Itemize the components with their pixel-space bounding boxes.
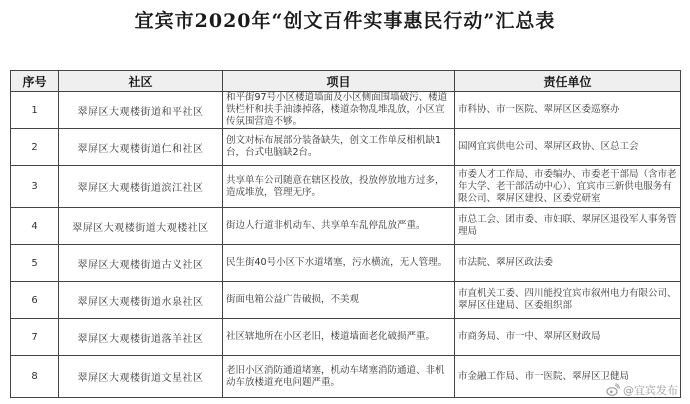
cell-community: 翠屏区大观楼街道文星社区 [59, 356, 223, 398]
cell-item: 创文对标布展部分装备缺失，创文工作单反相机缺1台，台式电脑缺2台。 [223, 129, 455, 166]
watermark-text: @宜宾发布 [623, 384, 678, 397]
cell-seq: 7 [11, 319, 59, 356]
table-row [11, 129, 681, 166]
cell-seq: 5 [11, 245, 59, 282]
cell-unit: 国网宜宾供电公司、翠屏区政协、区总工会 [455, 129, 681, 166]
cell-item: 民生街40号小区下水道堵塞，污水横流，无人管理。 [223, 245, 455, 282]
cell-unit: 市总工会、团市委、市妇联、翠屏区退役军人事务管理局 [455, 208, 681, 245]
cell-seq: 8 [11, 356, 59, 398]
cell-item: 和平街97号小区楼道墙面及小区侧面围墙破污、楼道铁栏杆和扶手油漆掉落，楼道杂物乱堆乱放，小区宣传氛围营造不够。 [223, 92, 455, 129]
header-item: 项目 [223, 71, 455, 92]
cell-unit: 市科协、市一医院、翠屏区区委巡察办 [455, 92, 681, 129]
cell-community: 翠屏区大观楼街道落羊社区 [59, 319, 223, 356]
weibo-icon [606, 383, 620, 397]
page-title: 宜宾市2020年“创文百件实事惠民行动”汇总表 [134, 10, 556, 32]
table-row [11, 319, 681, 356]
table-row [11, 208, 681, 245]
cell-seq: 6 [11, 282, 59, 319]
summary-table [10, 70, 681, 398]
table-row [11, 166, 681, 208]
table-header-row [11, 71, 681, 92]
cell-item: 共享单车公司随意在辖区投放，投放停放地方过多，造成堆放，管理无序。 [223, 166, 455, 208]
cell-seq: 1 [11, 92, 59, 129]
header-community: 社区 [59, 71, 223, 92]
watermark [606, 382, 678, 398]
table-row [11, 92, 681, 129]
cell-community: 翠屏区大观楼街道水泉社区 [59, 282, 223, 319]
table-row [11, 282, 681, 319]
header-unit: 责任单位 [455, 71, 681, 92]
cell-unit: 市商务局、市一中、翠屏区财政局 [455, 319, 681, 356]
cell-seq: 4 [11, 208, 59, 245]
cell-community: 翠屏区大观楼街道仁和社区 [59, 129, 223, 166]
cell-unit: 市直机关工委、四川能投宜宾市叙州电力有限公司、翠屏区住建局、区委组织部 [455, 282, 681, 319]
table-row [11, 356, 681, 398]
header-seq: 序号 [11, 71, 59, 92]
cell-item: 街边人行道非机动车、共享单车乱停乱放严重。 [223, 208, 455, 245]
cell-unit: 市金融工作局、市一医院、翠屏区卫健局 [455, 356, 681, 398]
cell-item: 街面电箱公益广告破损，不美观 [223, 282, 455, 319]
cell-unit: 市委人才工作局、市委编办、市委老干部局（含市老年大学、老干部活动中心）、宜宾市三新供电服务有限公司、翠屏区建投、区委党研室 [455, 166, 681, 208]
cell-community: 翠屏区大观楼街道滨江社区 [59, 166, 223, 208]
cell-community: 翠屏区大观楼街道大观楼社区 [59, 208, 223, 245]
cell-item: 社区辖地所在小区老旧，楼道墙面老化破损严重。 [223, 319, 455, 356]
cell-item: 老旧小区消防通道堵塞，机动车堵塞消防通道、非机动车放楼道充电问题严重。 [223, 356, 455, 398]
cell-community: 翠屏区大观楼街道古义社区 [59, 245, 223, 282]
cell-seq: 3 [11, 166, 59, 208]
table-row [11, 245, 681, 282]
cell-seq: 2 [11, 129, 59, 166]
cell-unit: 市法院、翠屏区政法委 [455, 245, 681, 282]
cell-community: 翠屏区大观楼街道和平社区 [59, 92, 223, 129]
